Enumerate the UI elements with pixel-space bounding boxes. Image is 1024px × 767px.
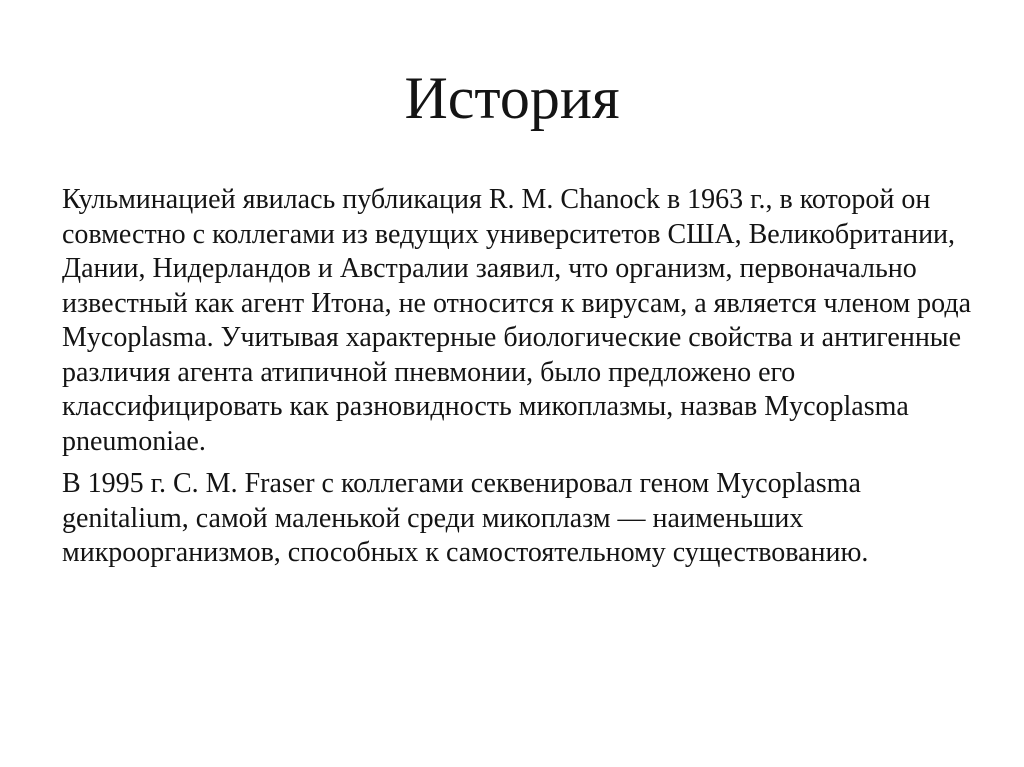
slide-body bbox=[62, 183, 972, 571]
slide-title: История bbox=[404, 65, 620, 131]
paragraph-fraser: В 1995 г. C. M. Fraser с коллегами секвенировал геном Mycoplasma genitalium, самой маленькой среди микоплазм — наименьших микроорганизмов, способных к самостоятельному существованию. bbox=[62, 468, 869, 568]
paragraph-chanock: Кульминацией явилась публикация R. M. Chanock в 1963 г., в которой он совместно с коллегами из ведущих университетов США, Великобритании, Дании, Нидерландов и Австралии заявил, что организм, первоначально известный как агент Итона, не относится к вирусам, а является членом рода Mycoplasma. Учитывая характерные биологические свойства и антигенные различия агента атипичной пневмонии, было предложено его классифицировать как разновидность микоплазмы, назвав Mycoplasma pneumoniae. bbox=[62, 184, 972, 457]
